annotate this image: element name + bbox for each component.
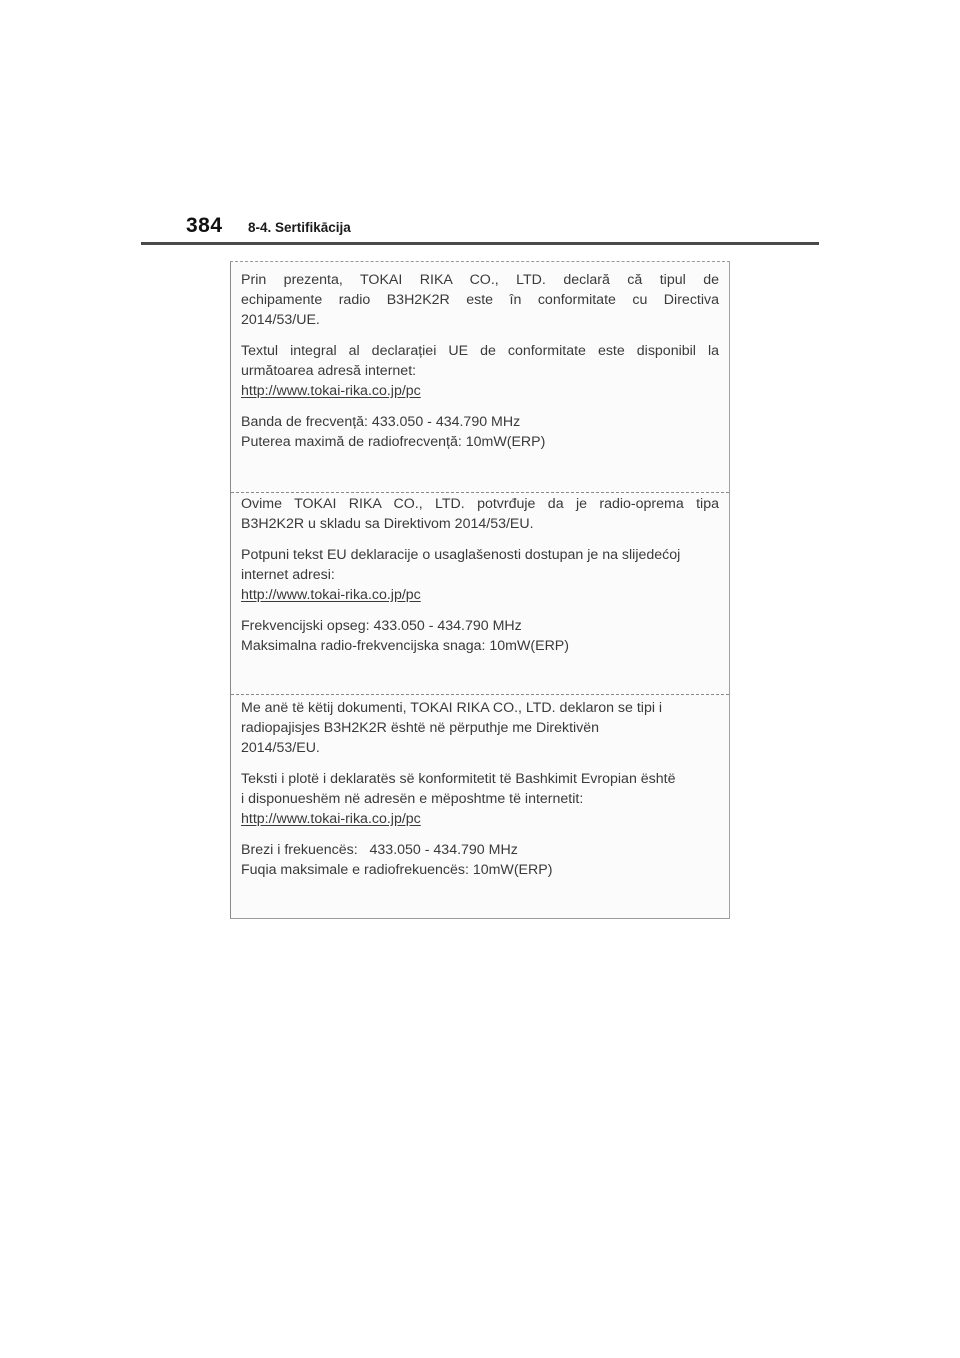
frequency-band: Banda de frecvență: 433.050 - 434.790 MHz <box>241 414 521 430</box>
declaration-url-link[interactable]: http://www.tokai-rika.co.jp/pc <box>241 383 421 399</box>
frequency-band: Frekvencijski opseg: 433.050 - 434.790 MHz <box>241 618 522 634</box>
fulltext-line: Teksti i plotë i deklaratës së konformitetit të Bashkimit Evropian është <box>241 771 676 787</box>
section-romanian <box>241 270 719 463</box>
fulltext-paragraph <box>241 769 719 829</box>
section-divider <box>231 694 729 695</box>
declaration-paragraph <box>241 698 719 758</box>
fulltext-paragraph <box>241 545 719 605</box>
fulltext-paragraph <box>241 341 719 401</box>
section-title: 8-4. Sertifikācija <box>248 220 351 235</box>
declaration-url-link[interactable]: http://www.tokai-rika.co.jp/pc <box>241 587 421 603</box>
section-croatian <box>241 494 719 667</box>
fulltext-line: Textul integral al declarației UE de conformitate este disponibil la <box>241 343 719 359</box>
declaration-line: 2014/53/UE. <box>241 312 320 328</box>
max-power: Puterea maximă de radiofrecvență: 10mW(ERP) <box>241 434 546 450</box>
declaration-line: echipamente radio B3H2K2R este în conformitate cu Directiva <box>241 292 719 308</box>
specs-paragraph <box>241 840 719 880</box>
specs-paragraph <box>241 616 719 656</box>
declaration-line: 2014/53/EU. <box>241 740 320 756</box>
certification-box <box>230 261 730 919</box>
section-albanian <box>241 698 719 891</box>
fulltext-line: internet adresi: <box>241 567 335 583</box>
fulltext-line: i disponueshëm në adresën e mëposhtme të internetit: <box>241 791 584 807</box>
max-power: Fuqia maksimale e radiofrekuencës: 10mW(ERP) <box>241 862 553 878</box>
declaration-line: B3H2K2R u skladu sa Direktivom 2014/53/EU. <box>241 516 534 532</box>
fulltext-line: următoarea adresă internet: <box>241 363 417 379</box>
frequency-band: Brezi i frekuencës: 433.050 - 434.790 MHz <box>241 842 518 858</box>
page-number: 384 <box>186 214 223 237</box>
declaration-line: Me anë të këtij dokumenti, TOKAI RIKA CO., LTD. deklaron se tipi i <box>241 700 663 716</box>
declaration-line: radiopajisjes B3H2K2R është në përputhje me Direktivën <box>241 720 600 736</box>
declaration-url-link[interactable]: http://www.tokai-rika.co.jp/pc <box>241 811 421 827</box>
section-divider <box>231 492 729 493</box>
declaration-line: Prin prezenta, TOKAI RIKA CO., LTD. declară că tipul de <box>241 272 719 288</box>
declaration-paragraph <box>241 494 719 534</box>
header-rule <box>141 242 819 245</box>
declaration-paragraph <box>241 270 719 330</box>
declaration-line: Ovime TOKAI RIKA CO., LTD. potvrđuje da je radio-oprema tipa <box>241 496 719 512</box>
fulltext-line: Potpuni tekst EU deklaracije o usaglašenosti dostupan je na slijedećoj <box>241 547 681 563</box>
max-power: Maksimalna radio-frekvencijska snaga: 10mW(ERP) <box>241 638 569 654</box>
specs-paragraph <box>241 412 719 452</box>
